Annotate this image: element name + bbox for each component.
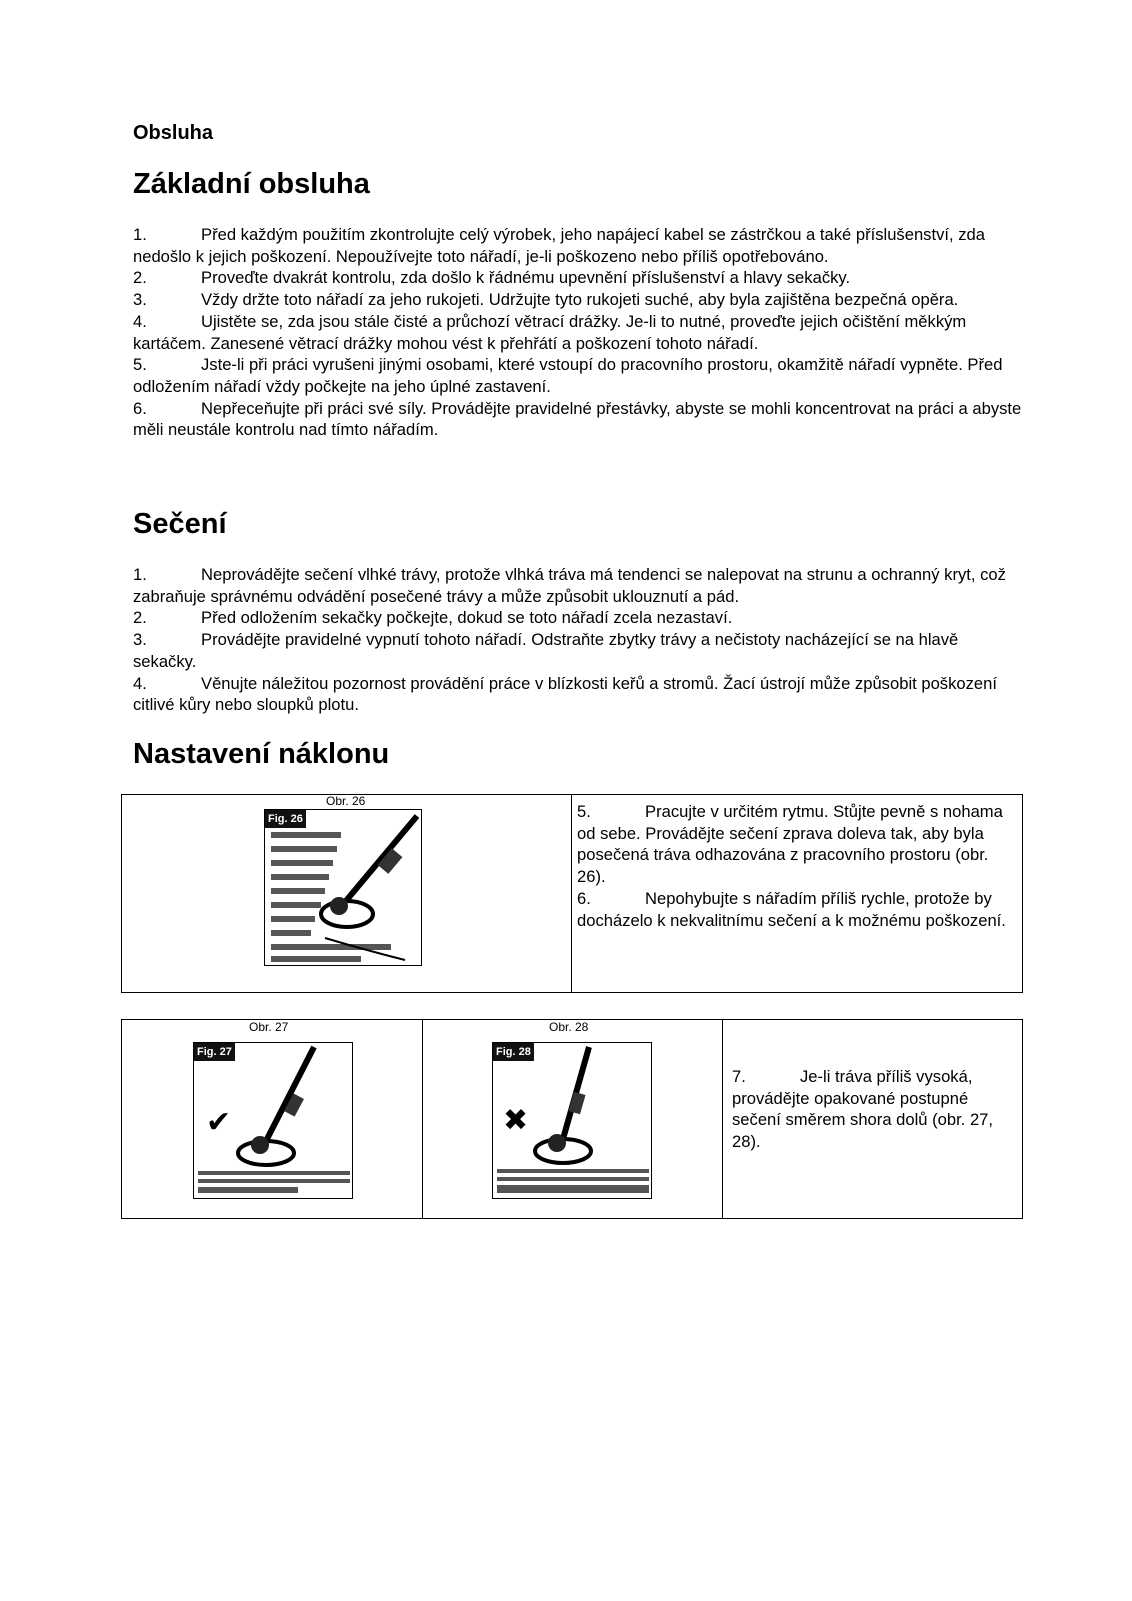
cross-mark-icon: ✖ [503, 1104, 529, 1137]
figure-26-text [577, 801, 1007, 931]
list-item: 5. Jste-li při práci vyrušeni jinými osobami, které vstoupí do pracovního prostoru, okamžitě nářadí vypněte. Před odložením nářadí vždy počkejte na jeho úplné zastavení. [133, 355, 1003, 396]
figure-27-28-text [732, 1066, 1010, 1153]
figure-label: Fig. 27 [194, 1043, 235, 1061]
heading-tilt-adjustment: Nastavení náklonu [133, 738, 390, 770]
list-item: 2. Proveďte dvakrát kontrolu, zda došlo k řádnému upevnění příslušenství a hlavy sekačky. [133, 268, 851, 288]
table-divider [571, 795, 572, 992]
check-mark-icon: ✔ [206, 1106, 232, 1139]
list-item: 3. Provádějte pravidelné vypnutí tohoto nářadí. Odstraňte zbytky trávy a nečistoty nacházející se na hlavě sekačky. [133, 630, 959, 671]
list-item: 1. Před každým použitím zkontrolujte celý výrobek, jeho napájecí kabel se zástrčkou a také příslušenství, zda nedošlo k jejich poškození. Nepoužívejte toto nářadí, je-li poškozeno nebo příliš opotřebováno. [133, 225, 985, 266]
mowing-list [133, 564, 1023, 716]
table-divider [422, 1020, 423, 1218]
figure-26-illustration [264, 809, 422, 966]
list-item: 5. Pracujte v určitém rytmu. Stůjte pevně s nohama od sebe. Provádějte sečení zprava doleva tak, aby byla posečená tráva odhazována z pracovního prostoru (obr. 26). [577, 802, 1003, 887]
list-item: 4. Ujistěte se, zda jsou stále čisté a průchozí větrací drážky. Je-li to nutné, proveďte jejich očištění měkkým kartáčem. Zanesené větrací drážky mohou vést k přehřátí a poškození tohoto nářadí. [133, 311, 967, 353]
figure-27-illustration [193, 1042, 353, 1199]
figure-label: Fig. 26 [265, 810, 306, 828]
figure-label: Fig. 28 [493, 1043, 534, 1061]
basic-operation-list [133, 224, 1023, 441]
list-item: 1. Neprovádějte sečení vlhké trávy, protože vlhká tráva má tendenci se nalepovat na strunu a ochranný kryt, což zabraňuje správnému odvádění posečené trávy a může způsobit uklouznutí a pád. [133, 565, 1006, 606]
heading-basic-operation: Základní obsluha [133, 168, 370, 200]
heading-mowing: Sečení [133, 508, 227, 540]
section-label: Obsluha [133, 122, 214, 144]
figure-table-26 [121, 794, 1023, 993]
figure-caption: Obr. 28 [549, 1020, 589, 1034]
list-item: 3. Vždy držte toto nářadí za jeho rukojeti. Udržujte tyto rukojeti suché, aby byla zajištěna bezpečná opěra. [133, 290, 959, 310]
list-item: 6. Nepřeceňujte při práci své síly. Provádějte pravidelné přestávky, abyste se mohli koncentrovat na práci a abyste měli neustále kontrolu nad tímto nářadím. [133, 398, 1022, 440]
list-item: 2. Před odložením sekačky počkejte, dokud se toto nářadí zcela nezastaví. [133, 608, 733, 628]
list-item: 4. Věnujte náležitou pozornost provádění práce v blízkosti keřů a stromů. Žací ústrojí může způsobit poškození citlivé kůry nebo sloupků plotu. [133, 673, 997, 715]
table-divider [722, 1020, 723, 1218]
figure-table-27-28 [121, 1019, 1023, 1219]
figure-caption: Obr. 26 [326, 794, 366, 808]
trimmer-mowing-icon [265, 810, 422, 966]
figure-28-illustration [492, 1042, 652, 1199]
list-item: 6. Nepohybujte s nářadím příliš rychle, protože by docházelo k nekvalitnímu sečení a k možnému poškození. [577, 888, 1006, 930]
list-item: 7. Je-li tráva příliš vysoká, provádějte opakované postupné sečení směrem shora dolů (obr. 27, 28). [732, 1067, 994, 1152]
figure-caption: Obr. 27 [249, 1020, 289, 1034]
